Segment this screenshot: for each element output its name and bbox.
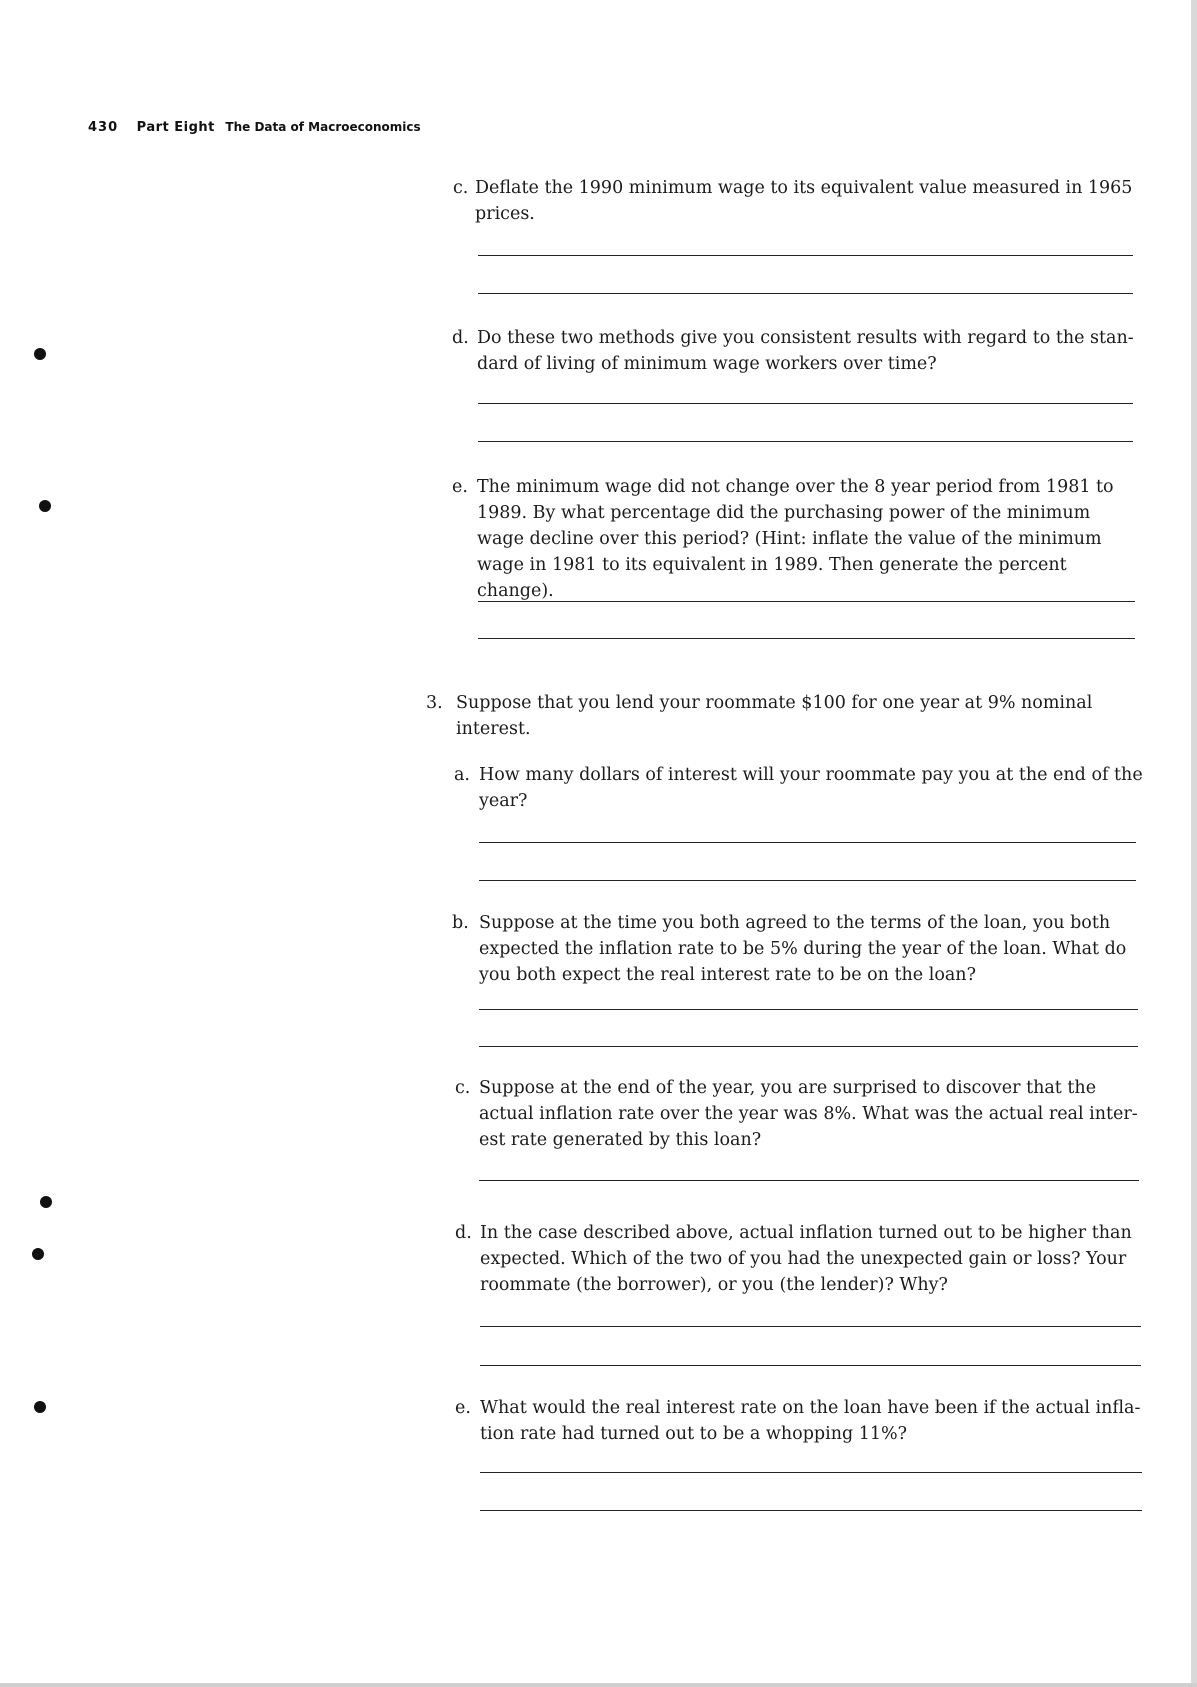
question-text: Suppose at the end of the year, you are surprised to discover that the actual inflation rate over the year was 8%. What was the actual real inter-est rate generated by this loan? — [479, 1078, 1138, 1150]
page-edge — [1191, 0, 1197, 1687]
answer-line[interactable] — [478, 255, 1133, 256]
punch-hole — [39, 500, 51, 512]
answer-line[interactable] — [479, 1046, 1138, 1047]
answer-line[interactable] — [478, 601, 1135, 602]
question-3c — [455, 1075, 1145, 1153]
answer-line[interactable] — [480, 1365, 1141, 1366]
punch-hole — [32, 1248, 44, 1260]
answer-line[interactable] — [480, 1510, 1142, 1511]
question-label: e. — [455, 1398, 471, 1418]
question-label: a. — [454, 765, 470, 785]
question-3b — [452, 910, 1145, 988]
question-label: b. — [452, 913, 469, 933]
problem-3-stem — [426, 690, 1142, 742]
question-label: c. — [453, 178, 469, 198]
chapter-title: The Data of Macroeconomics — [225, 120, 421, 134]
question-label: c. — [455, 1078, 471, 1098]
punch-hole — [34, 348, 46, 360]
question-prev-d — [452, 325, 1138, 377]
question-label: e. — [452, 477, 468, 497]
answer-line[interactable] — [478, 441, 1133, 442]
problem-text: Suppose that you lend your roommate $100 for one year at 9% nominal interest. — [456, 693, 1093, 739]
question-label: d. — [452, 328, 469, 348]
answer-line[interactable] — [479, 842, 1136, 843]
question-text: In the case described above, actual inflation turned out to be higher than expected. Which of the two of you had the unexpected gain or loss? Your roommate (the borrower), or you (the lender)? Why? — [480, 1223, 1132, 1295]
answer-line[interactable] — [479, 1009, 1138, 1010]
question-text: The minimum wage did not change over the 8 year period from 1981 to 1989. By what percentage did the purchasing power of the minimum wage decline over this period? (Hint: inflate the value of the minimum wage in 1981 to its equivalent in 1989. Then generate the percent change). — [477, 477, 1114, 601]
answer-line[interactable] — [480, 1326, 1141, 1327]
question-text: Do these two methods give you consistent results with regard to the stan-dard of living of minimum wage workers over time? — [477, 328, 1134, 374]
question-3d — [455, 1220, 1147, 1298]
part-label: Part Eight — [136, 120, 215, 135]
question-text: How many dollars of interest will your roommate pay you at the end of the year? — [479, 765, 1143, 811]
scan-bottom-edge — [0, 1683, 1197, 1687]
answer-line[interactable] — [479, 1180, 1139, 1181]
question-label: d. — [455, 1223, 472, 1243]
problem-number: 3. — [426, 693, 443, 713]
question-text: What would the real interest rate on the loan have been if the actual infla-tion rate had turned out to be a whopping 11%? — [480, 1398, 1141, 1444]
question-3a — [454, 762, 1144, 814]
answer-line[interactable] — [480, 1472, 1142, 1473]
answer-line[interactable] — [478, 293, 1133, 294]
answer-line[interactable] — [479, 880, 1136, 881]
question-text: Suppose at the time you both agreed to the terms of the loan, you both expected the inflation rate to be 5% during the year of the loan. What do you both expect the real interest rate to be on the loan? — [479, 913, 1127, 985]
question-prev-e — [452, 474, 1142, 604]
punch-hole — [40, 1196, 52, 1208]
question-prev-c — [453, 175, 1138, 227]
answer-line[interactable] — [478, 403, 1133, 404]
punch-hole — [34, 1401, 46, 1413]
page-number: 430 — [88, 120, 119, 135]
question-text: Deflate the 1990 minimum wage to its equivalent value measured in 1965 prices. — [475, 178, 1133, 224]
running-header — [88, 120, 421, 135]
answer-line[interactable] — [478, 638, 1135, 639]
question-3e — [455, 1395, 1147, 1447]
